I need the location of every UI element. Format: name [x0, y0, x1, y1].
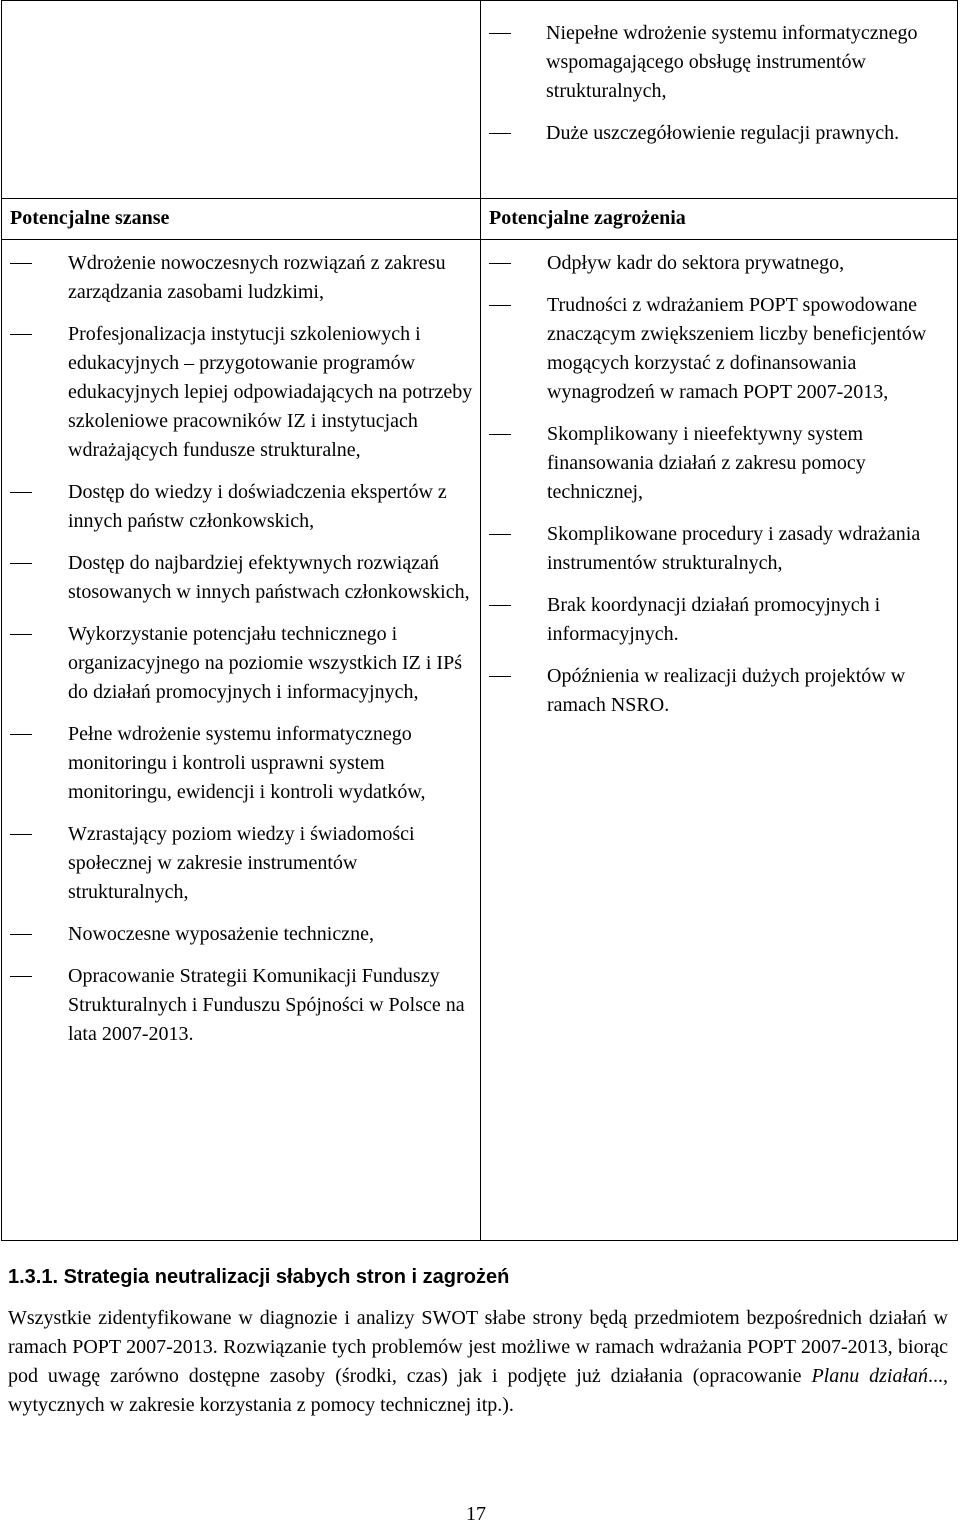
list-item: Skomplikowane procedury i zasady wdrażania instrumentów strukturalnych, — [489, 520, 951, 578]
table-row-headings — [2, 199, 958, 240]
opportunities-cell — [2, 240, 481, 1241]
plan-title-italic: Planu działań — [811, 1365, 929, 1387]
threats-cell — [481, 240, 958, 1241]
list-item: Pełne wdrożenie systemu informatycznego monitoringu i kontroli usprawni system monitoringu, ewidencji i kontroli wydatków, — [10, 720, 474, 807]
table-row-lists — [2, 240, 958, 1241]
list-item: Wykorzystanie potencjału technicznego i organizacyjnego na poziomie wszystkich IZ i IPś do działań promocyjnych i informacyjnych, — [10, 620, 474, 707]
list-item: Nowoczesne wyposażenie techniczne, — [10, 920, 474, 949]
list-item: Trudności z wdrażaniem POPT spowodowane znaczącym zwiększeniem liczby beneficjentów mogących korzystać z dofinansowania wynagrodzeń w ramach POPT 2007-2013, — [489, 291, 951, 407]
list-item: Skomplikowany i nieefektywny system finansowania działań z zakresu pomocy technicznej, — [489, 420, 951, 507]
list-item: Dostęp do najbardziej efektywnych rozwiązań stosowanych w innych państwach członkowskich, — [10, 549, 474, 607]
table-row-weaknesses-continued — [2, 1, 958, 199]
section-heading: 1.3.1. Strategia neutralizacji słabych stron i zagrożeń — [8, 1266, 510, 1288]
list-item: Opracowanie Strategii Komunikacji Funduszy Strukturalnych i Funduszu Spójności w Polsce na lata 2007-2013. — [10, 962, 474, 1049]
page-number: 17 — [466, 1503, 486, 1525]
body-paragraph — [8, 1304, 948, 1420]
list-item: Niepełne wdrożenie systemu informatycznego wspomagającego obsługę instrumentów strukturalnych, — [489, 19, 951, 106]
threats-list — [489, 249, 951, 720]
weaknesses-continued-list — [489, 19, 951, 148]
list-item: Wdrożenie nowoczesnych rozwiązań z zakresu zarządzania zasobami ludzkimi, — [10, 249, 474, 307]
opportunities-list — [10, 249, 474, 1049]
paragraph-text: Wszystkie zidentyfikowane w diagnozie i analizy SWOT słabe strony będą przedmiotem bezpośrednich działań w ramach POPT 2007-2013. Rozwiązanie tych problemów jest możliwe w ramach wdrażania POPT 2007-2013, biorąc pod uwagę zarówno dostępne zasoby (środki, czas) jak i podjęte już działania (opracowanie — [8, 1307, 948, 1387]
list-item: Opóźnienia w realizacji dużych projektów w ramach NSRO. — [489, 662, 951, 720]
opportunities-heading: Potencjalne szanse — [10, 207, 170, 229]
list-item: Profesjonalizacja instytucji szkoleniowych i edukacyjnych – przygotowanie programów edukacyjnych lepiej odpowiadających na potrzeby szkoleniowe pracowników IZ i instytucjach wdrażających fundusze strukturalne, — [10, 320, 474, 465]
list-item: Wzrastający poziom wiedzy i świadomości społecznej w zakresie instrumentów strukturalnych, — [10, 820, 474, 907]
threats-heading-cell — [481, 199, 958, 240]
opportunities-heading-cell — [2, 199, 481, 240]
paragraph-text-end: ..., wytycznych w zakresie korzystania z pomocy technicznej itp.). — [8, 1365, 949, 1416]
list-item: Brak koordynacji działań promocyjnych i informacyjnych. — [489, 591, 951, 649]
threats-heading: Potencjalne zagrożenia — [489, 207, 686, 229]
list-item: Dostęp do wiedzy i doświadczenia ekspertów z innych państw członkowskich, — [10, 478, 474, 536]
weaknesses-continued-cell — [481, 1, 958, 199]
list-item: Duże uszczegółowienie regulacji prawnych. — [489, 119, 951, 148]
list-item: Odpływ kadr do sektora prywatnego, — [489, 249, 951, 278]
empty-cell-left — [2, 1, 481, 199]
swot-table — [1, 0, 958, 1241]
